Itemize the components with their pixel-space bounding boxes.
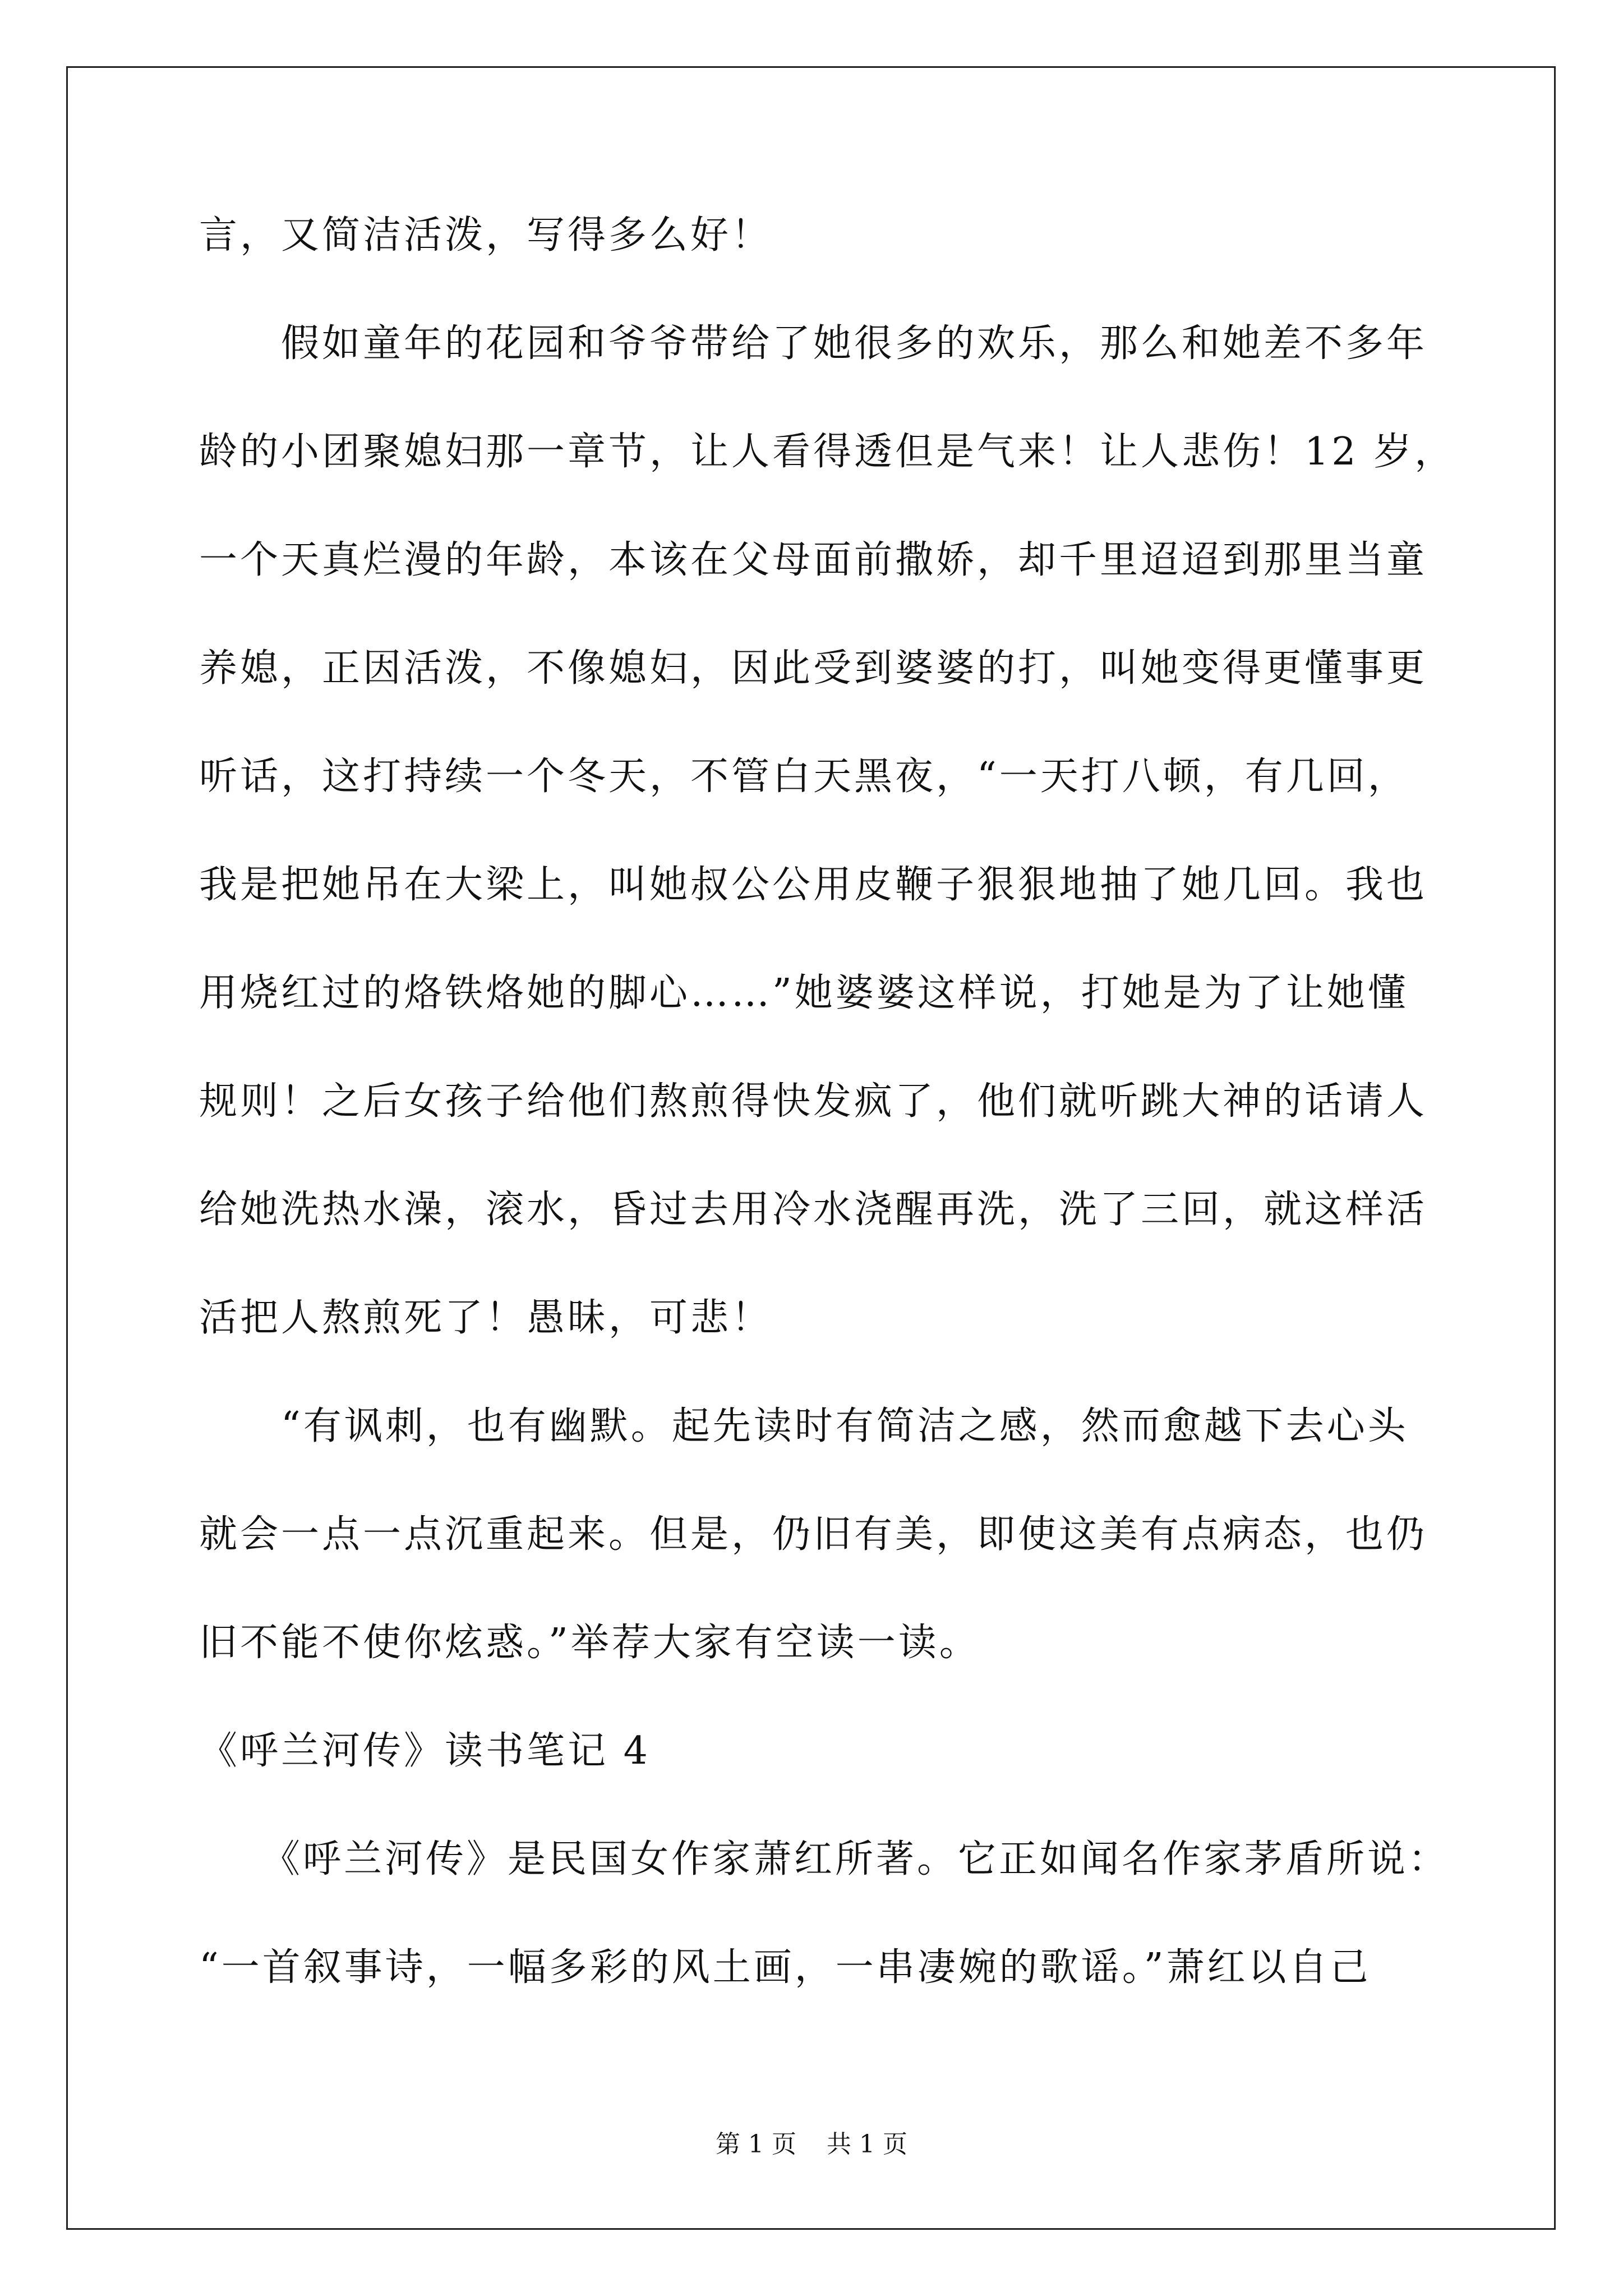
page-number-current: 第 1 页: [716, 2130, 796, 2159]
text-line: 给她洗热水澡，滚水，昏过去用冷水浇醒再洗，洗了三回，就这样活: [199, 1188, 1428, 1232]
text-line: 听话，这打持续一个冬天，不管白天黑夜，“一天打八顿，有几回，: [199, 754, 1409, 799]
page-footer: [0, 2129, 1623, 2160]
text-line: 养媳，正因活泼，不像媳妇，因此受到婆婆的打，叫她变得更懂事更: [199, 646, 1428, 691]
text-line: “一首叙事诗，一幅多彩的风土画，一串凄婉的歌谣。”萧红以自己: [199, 1945, 1371, 1990]
text-line: 就会一点一点沉重起来。但是，仍旧有美，即使这美有点病态，也仍: [199, 1512, 1428, 1557]
text-line: 龄的小团聚媳妇那一章节，让人看得透但是气来！让人悲伤！12 岁，: [199, 430, 1456, 474]
page-number-total: 共 1 页: [827, 2130, 907, 2159]
text-line: 旧不能不使你炫惑。”举荐大家有空读一读。: [199, 1621, 980, 1665]
text-line: 我是把她吊在大梁上，叫她叔公公用皮鞭子狠狠地抽了她几回。我也: [199, 863, 1428, 907]
text-line: 规则！之后女孩子给他们熬煎得快发疯了，他们就听跳大神的话请人: [199, 1079, 1428, 1124]
page-border: [66, 66, 1556, 2230]
section-heading: 《呼兰河传》读书笔记 4: [199, 1729, 651, 1773]
text-line: 活把人熬煎死了！愚昧，可悲！: [199, 1296, 773, 1340]
text-line: 一个天真烂漫的年龄，本该在父母面前撒娇，却千里迢迢到那里当童: [199, 538, 1428, 582]
text-line: 用烧红过的烙铁烙她的脚心……”她婆婆这样说，打她是为了让她懂: [199, 971, 1409, 1015]
text-line: 《呼兰河传》是民国女作家萧红所著。它正如闻名作家茅盾所说：: [199, 1837, 1450, 1881]
text-line: 言，又简洁活泼，写得多么好！: [199, 213, 773, 257]
text-line: “有讽刺，也有幽默。起先读时有简洁之感，然而愈越下去心头: [199, 1404, 1409, 1448]
text-line: 假如童年的花园和爷爷带给了她很多的欢乐，那么和她差不多年: [199, 321, 1428, 366]
